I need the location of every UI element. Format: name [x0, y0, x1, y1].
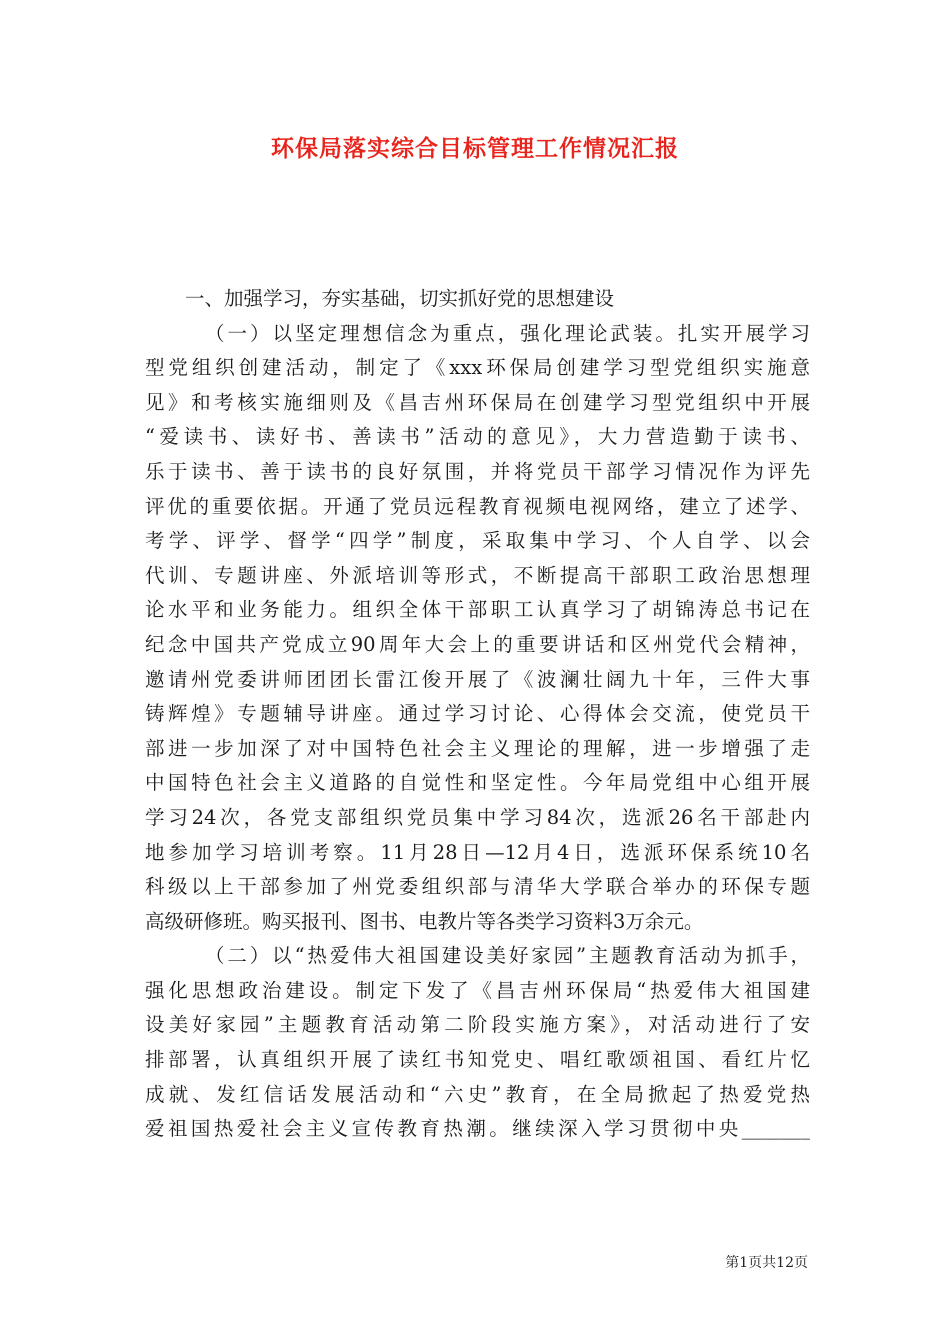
- paragraph-line: 爱祖国热爱社会主义宣传教育热潮。继续深入学习贯彻中央_______: [145, 1117, 810, 1141]
- paragraph-line: （二）以“热爱伟大祖国建设美好家园”主题教育活动为抓手，: [205, 944, 810, 968]
- paragraph-line: 铸辉煌》专题辅导讲座。通过学习讨论、心得体会交流，使党员干: [145, 702, 810, 726]
- paragraph-line: 乐于读书、善于读书的良好氛围，并将党员干部学习情况作为评先: [145, 459, 810, 483]
- paragraph-line: （一）以坚定理想信念为重点，强化理论武装。扎实开展学习: [205, 321, 810, 345]
- paragraph-line: “爱读书、读好书、善读书”活动的意见》，大力营造勤于读书、: [145, 425, 810, 449]
- paragraph-line: 强化思想政治建设。制定下发了《昌吉州环保局“热爱伟大祖国建: [145, 978, 810, 1002]
- paragraph-line: 代训、专题讲座、外派培训等形式，不断提高干部职工政治思想理: [145, 563, 810, 587]
- page-number: 第1页共12页: [725, 1255, 808, 1271]
- paragraph-line: 见》和考核实施细则及《昌吉州环保局在创建学习型党组织中开展: [145, 390, 810, 414]
- document-body: [145, 282, 810, 1147]
- paragraph-line: 型党组织创建活动，制定了《xxx环保局创建学习型党组织实施意: [145, 356, 810, 380]
- paragraph-2: [145, 939, 810, 1147]
- paragraph-line: 排部署，认真组织开展了读红书知党史、唱红歌颂祖国、看红片忆: [145, 1048, 810, 1072]
- paragraph-line: 纪念中国共产党成立90周年大会上的重要讲话和区州党代会精神，: [145, 632, 810, 656]
- paragraph-1: [145, 317, 810, 940]
- section-heading: 一、加强学习，夯实基础，切实抓好党的思想建设: [185, 287, 615, 310]
- paragraph-line: 科级以上干部参加了州党委组织部与清华大学联合举办的环保专题: [145, 875, 810, 899]
- paragraph-line: 部进一步加深了对中国特色社会主义理论的理解，进一步增强了走: [145, 736, 810, 760]
- paragraph-line: 考学、评学、督学“四学”制度，采取集中学习、个人自学、以会: [145, 529, 810, 553]
- document-title: 环保局落实综合目标管理工作情况汇报: [271, 135, 679, 162]
- paragraph-line: 高级研修班。购买报刊、图书、电教片等各类学习资料3万余元。: [145, 909, 704, 933]
- paragraph-line: 设美好家园”主题教育活动第二阶段实施方案》，对活动进行了安: [145, 1013, 810, 1037]
- paragraph-line: 评优的重要依据。开通了党员远程教育视频电视网络，建立了述学、: [145, 494, 810, 518]
- paragraph-line: 论水平和业务能力。组织全体干部职工认真学习了胡锦涛总书记在: [145, 598, 810, 622]
- paragraph-line: 中国特色社会主义道路的自觉性和坚定性。今年局党组中心组开展: [145, 771, 810, 795]
- paragraph-line: 地参加学习培训考察。11月28日—12月4日，选派环保系统10名: [145, 840, 810, 864]
- paragraph-line: 学习24次，各党支部组织党员集中学习84次，选派26名干部赴内: [145, 805, 810, 829]
- paragraph-line: 成就、发红信话发展活动和“六史”教育，在全局掀起了热爱党热: [145, 1082, 810, 1106]
- paragraph-line: 邀请州党委讲师团团长雷江俊开展了《波澜壮阔九十年，三件大事: [145, 667, 810, 691]
